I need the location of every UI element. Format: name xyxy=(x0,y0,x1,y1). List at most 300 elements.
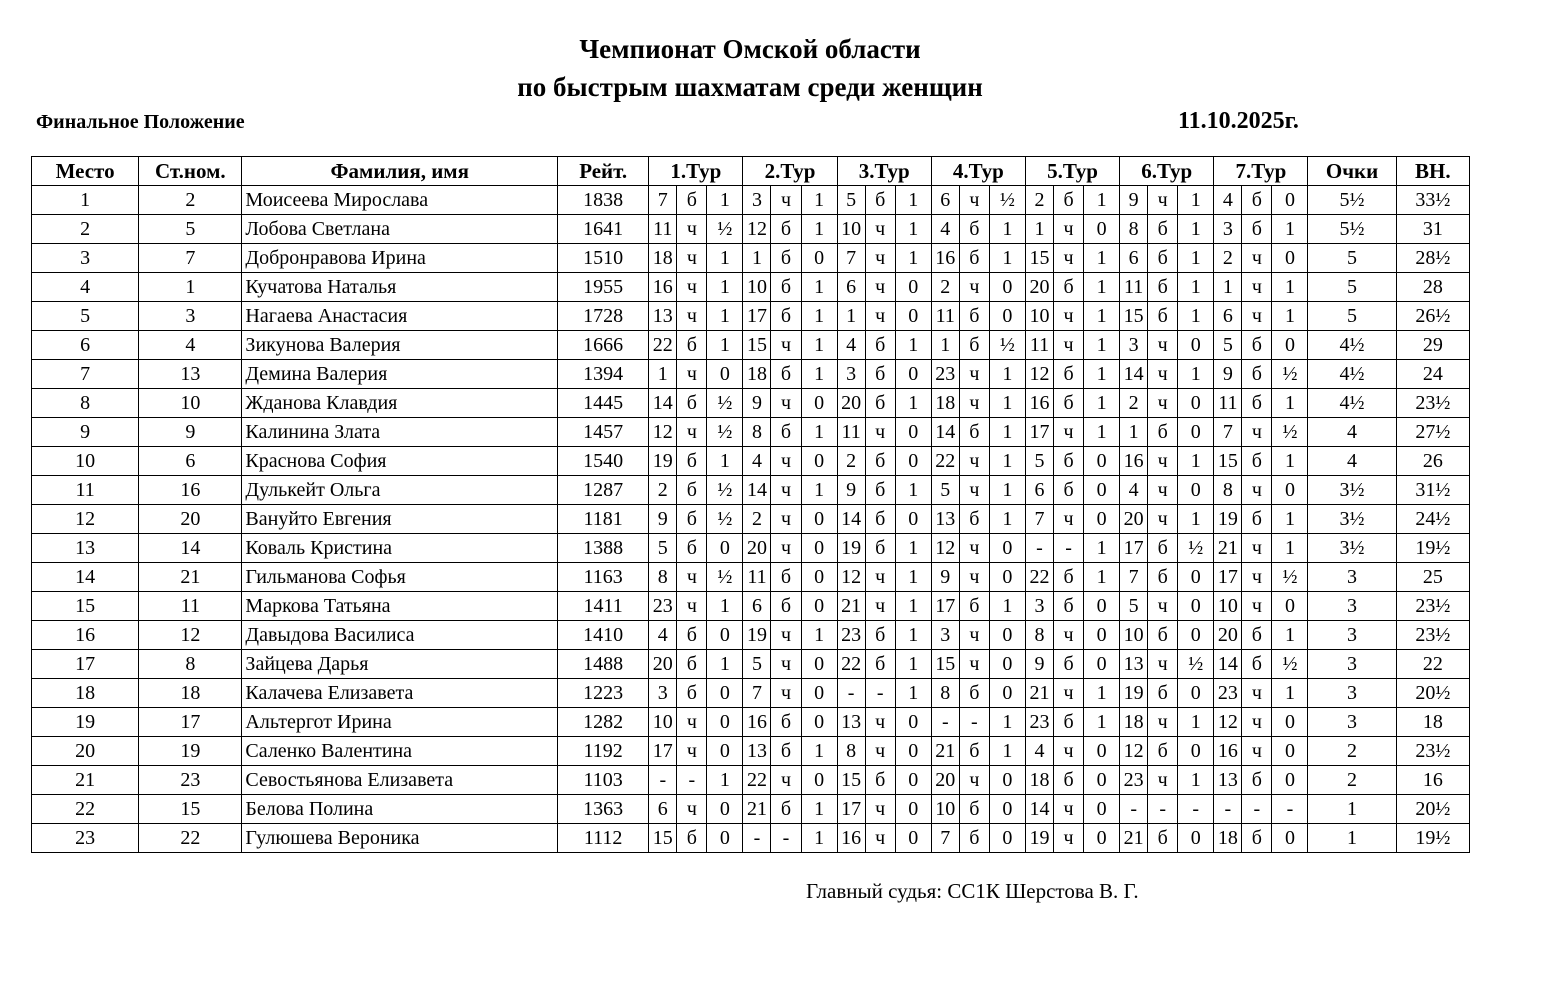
round-6-opponent-cell: 2 xyxy=(1120,389,1148,418)
round-3-opponent-cell: 10 xyxy=(837,215,865,244)
round-3-result-cell: 1 xyxy=(895,244,931,273)
round-1-result-cell: 1 xyxy=(707,447,743,476)
round-6-opponent-cell: 3 xyxy=(1120,331,1148,360)
round-2-result-cell: 0 xyxy=(801,505,837,534)
round-5-opponent-cell: 21 xyxy=(1025,679,1053,708)
points-cell: 5½ xyxy=(1308,215,1396,244)
start-number-cell: 16 xyxy=(139,476,242,505)
table-row xyxy=(32,273,1470,302)
round-2-result-cell: 1 xyxy=(801,824,837,853)
round-5-color-cell: ч xyxy=(1054,418,1084,447)
rating-cell: 1510 xyxy=(558,244,649,273)
round-4-result-cell: 0 xyxy=(989,273,1025,302)
round-5-color-cell: б xyxy=(1054,476,1084,505)
round-3-result-cell: 1 xyxy=(895,215,931,244)
round-2-color-cell: б xyxy=(771,273,801,302)
round-6-color-cell: ч xyxy=(1148,476,1178,505)
round-7-opponent-cell: - xyxy=(1214,795,1242,824)
round-7-opponent-cell: 6 xyxy=(1214,302,1242,331)
round-5-opponent-cell: 22 xyxy=(1025,563,1053,592)
tiebreak-cell: 33½ xyxy=(1396,186,1469,215)
round-3-color-cell: б xyxy=(865,621,895,650)
round-6-color-cell: б xyxy=(1148,621,1178,650)
player-name-cell: Коваль Кристина xyxy=(242,534,558,563)
place-cell: 17 xyxy=(32,650,139,679)
place-cell: 7 xyxy=(32,360,139,389)
round-2-opponent-cell: 8 xyxy=(743,418,771,447)
standings-table xyxy=(31,156,1470,853)
place-cell: 12 xyxy=(32,505,139,534)
round-5-result-cell: 0 xyxy=(1084,215,1120,244)
round-1-result-cell: 0 xyxy=(707,708,743,737)
round-7-opponent-cell: 23 xyxy=(1214,679,1242,708)
round-2-color-cell: б xyxy=(771,215,801,244)
rating-cell: 1282 xyxy=(558,708,649,737)
rating-cell: 1445 xyxy=(558,389,649,418)
round-5-color-cell: б xyxy=(1054,708,1084,737)
player-name-cell: Лобова Светлана xyxy=(242,215,558,244)
round-5-opponent-cell: 18 xyxy=(1025,766,1053,795)
round-7-result-cell: 1 xyxy=(1272,389,1308,418)
round-3-result-cell: 0 xyxy=(895,824,931,853)
start-number-cell: 22 xyxy=(139,824,242,853)
place-cell: 20 xyxy=(32,737,139,766)
round-5-result-cell: 1 xyxy=(1084,418,1120,447)
start-number-cell: 20 xyxy=(139,505,242,534)
rating-cell: 1955 xyxy=(558,273,649,302)
round-7-opponent-cell: 15 xyxy=(1214,447,1242,476)
round-7-result-cell: 0 xyxy=(1272,737,1308,766)
round-2-opponent-cell: 5 xyxy=(743,650,771,679)
round-2-opponent-cell: - xyxy=(743,824,771,853)
round-1-color-cell: б xyxy=(677,534,707,563)
round-4-color-cell: б xyxy=(959,737,989,766)
table-row xyxy=(32,476,1470,505)
round-7-result-cell: 0 xyxy=(1272,592,1308,621)
round-7-opponent-cell: 7 xyxy=(1214,418,1242,447)
round-2-opponent-cell: 21 xyxy=(743,795,771,824)
round-3-opponent-cell: 8 xyxy=(837,737,865,766)
round-4-result-cell: 1 xyxy=(989,360,1025,389)
round-6-result-cell: 0 xyxy=(1178,824,1214,853)
place-cell: 8 xyxy=(32,389,139,418)
player-name-cell: Нагаева Анастасия xyxy=(242,302,558,331)
round-5-color-cell: ч xyxy=(1054,824,1084,853)
round-6-color-cell: ч xyxy=(1148,592,1178,621)
rating-cell: 1666 xyxy=(558,331,649,360)
round-1-result-cell: 0 xyxy=(707,621,743,650)
round-2-opponent-cell: 11 xyxy=(743,563,771,592)
round-3-color-cell: б xyxy=(865,650,895,679)
round-7-result-cell: 1 xyxy=(1272,302,1308,331)
header-round-3: 3.Тур xyxy=(837,157,931,186)
round-5-color-cell: ч xyxy=(1054,505,1084,534)
round-2-color-cell: ч xyxy=(771,186,801,215)
round-4-opponent-cell: 10 xyxy=(931,795,959,824)
round-4-opponent-cell: 21 xyxy=(931,737,959,766)
table-row xyxy=(32,418,1470,447)
round-7-opponent-cell: 13 xyxy=(1214,766,1242,795)
rating-cell: 1410 xyxy=(558,621,649,650)
round-7-color-cell: б xyxy=(1242,766,1272,795)
tiebreak-cell: 26 xyxy=(1396,447,1469,476)
round-1-opponent-cell: 16 xyxy=(649,273,677,302)
round-4-result-cell: 0 xyxy=(989,302,1025,331)
round-2-opponent-cell: 6 xyxy=(743,592,771,621)
round-7-color-cell: б xyxy=(1242,650,1272,679)
points-cell: 3 xyxy=(1308,708,1396,737)
round-6-result-cell: - xyxy=(1178,795,1214,824)
round-5-color-cell: - xyxy=(1054,534,1084,563)
round-3-color-cell: б xyxy=(865,331,895,360)
table-row xyxy=(32,563,1470,592)
round-1-opponent-cell: 18 xyxy=(649,244,677,273)
round-2-result-cell: 0 xyxy=(801,708,837,737)
round-1-opponent-cell: 19 xyxy=(649,447,677,476)
round-7-result-cell: 1 xyxy=(1272,679,1308,708)
round-3-color-cell: ч xyxy=(865,592,895,621)
points-cell: 1 xyxy=(1308,795,1396,824)
round-7-opponent-cell: 10 xyxy=(1214,592,1242,621)
round-1-color-cell: б xyxy=(677,186,707,215)
round-5-result-cell: 0 xyxy=(1084,592,1120,621)
round-1-color-cell: б xyxy=(677,389,707,418)
round-5-result-cell: 1 xyxy=(1084,244,1120,273)
round-3-result-cell: 0 xyxy=(895,447,931,476)
round-2-color-cell: ч xyxy=(771,476,801,505)
header-round-2: 2.Тур xyxy=(743,157,837,186)
round-5-color-cell: ч xyxy=(1054,331,1084,360)
start-number-cell: 23 xyxy=(139,766,242,795)
tiebreak-cell: 28½ xyxy=(1396,244,1469,273)
round-1-color-cell: б xyxy=(677,824,707,853)
round-7-result-cell: - xyxy=(1272,795,1308,824)
player-name-cell: Демина Валерия xyxy=(242,360,558,389)
round-6-result-cell: 1 xyxy=(1178,708,1214,737)
place-cell: 9 xyxy=(32,418,139,447)
document-date: 11.10.2025г. xyxy=(1178,108,1299,134)
round-1-result-cell: 1 xyxy=(707,766,743,795)
round-2-opponent-cell: 17 xyxy=(743,302,771,331)
round-5-opponent-cell: 20 xyxy=(1025,273,1053,302)
points-cell: 4 xyxy=(1308,447,1396,476)
round-2-result-cell: 1 xyxy=(801,795,837,824)
round-6-color-cell: б xyxy=(1148,418,1178,447)
round-1-opponent-cell: 23 xyxy=(649,592,677,621)
round-3-result-cell: 1 xyxy=(895,621,931,650)
start-number-cell: 7 xyxy=(139,244,242,273)
round-2-color-cell: ч xyxy=(771,650,801,679)
round-3-opponent-cell: 14 xyxy=(837,505,865,534)
table-row xyxy=(32,766,1470,795)
round-7-result-cell: 1 xyxy=(1272,534,1308,563)
round-6-result-cell: 0 xyxy=(1178,679,1214,708)
rating-cell: 1411 xyxy=(558,592,649,621)
round-3-result-cell: 0 xyxy=(895,273,931,302)
round-5-opponent-cell: 2 xyxy=(1025,186,1053,215)
round-1-opponent-cell: 20 xyxy=(649,650,677,679)
place-cell: 1 xyxy=(32,186,139,215)
header-place: Место xyxy=(32,157,139,186)
round-2-result-cell: 0 xyxy=(801,592,837,621)
round-4-color-cell: ч xyxy=(959,273,989,302)
points-cell: 4 xyxy=(1308,418,1396,447)
points-cell: 3 xyxy=(1308,679,1396,708)
round-2-color-cell: б xyxy=(771,795,801,824)
round-1-color-cell: - xyxy=(677,766,707,795)
points-cell: 5 xyxy=(1308,273,1396,302)
round-6-color-cell: б xyxy=(1148,824,1178,853)
round-1-color-cell: б xyxy=(677,679,707,708)
round-6-color-cell: б xyxy=(1148,302,1178,331)
round-4-result-cell: 1 xyxy=(989,592,1025,621)
round-1-opponent-cell: 15 xyxy=(649,824,677,853)
round-4-color-cell: - xyxy=(959,708,989,737)
start-number-cell: 17 xyxy=(139,708,242,737)
round-4-color-cell: ч xyxy=(959,389,989,418)
round-7-color-cell: б xyxy=(1242,215,1272,244)
round-7-opponent-cell: 20 xyxy=(1214,621,1242,650)
tiebreak-cell: 28 xyxy=(1396,273,1469,302)
header-rating: Рейт. xyxy=(558,157,649,186)
round-4-color-cell: ч xyxy=(959,563,989,592)
round-4-opponent-cell: 15 xyxy=(931,650,959,679)
round-3-color-cell: ч xyxy=(865,708,895,737)
round-2-opponent-cell: 19 xyxy=(743,621,771,650)
round-4-color-cell: б xyxy=(959,215,989,244)
round-7-opponent-cell: 21 xyxy=(1214,534,1242,563)
round-5-result-cell: 0 xyxy=(1084,476,1120,505)
round-1-opponent-cell: 22 xyxy=(649,331,677,360)
round-5-opponent-cell: 9 xyxy=(1025,650,1053,679)
place-cell: 3 xyxy=(32,244,139,273)
round-7-result-cell: 1 xyxy=(1272,505,1308,534)
header-points: Очки xyxy=(1308,157,1396,186)
round-1-result-cell: 0 xyxy=(707,534,743,563)
round-2-color-cell: ч xyxy=(771,766,801,795)
round-2-result-cell: 0 xyxy=(801,447,837,476)
round-6-opponent-cell: 23 xyxy=(1120,766,1148,795)
round-3-opponent-cell: 5 xyxy=(837,186,865,215)
tiebreak-cell: 20½ xyxy=(1396,795,1469,824)
round-7-result-cell: 0 xyxy=(1272,244,1308,273)
rating-cell: 1394 xyxy=(558,360,649,389)
round-1-opponent-cell: 17 xyxy=(649,737,677,766)
round-1-result-cell: 0 xyxy=(707,737,743,766)
round-1-color-cell: б xyxy=(677,447,707,476)
round-3-color-cell: - xyxy=(865,679,895,708)
round-1-opponent-cell: 5 xyxy=(649,534,677,563)
table-row xyxy=(32,505,1470,534)
header-tiebreak: ВН. xyxy=(1396,157,1469,186)
round-3-result-cell: 0 xyxy=(895,302,931,331)
start-number-cell: 11 xyxy=(139,592,242,621)
round-2-result-cell: 1 xyxy=(801,273,837,302)
player-name-cell: Альтергот Ирина xyxy=(242,708,558,737)
round-3-color-cell: ч xyxy=(865,273,895,302)
round-3-opponent-cell: 4 xyxy=(837,331,865,360)
round-4-result-cell: 1 xyxy=(989,447,1025,476)
player-name-cell: Калинина Злата xyxy=(242,418,558,447)
round-2-opponent-cell: 1 xyxy=(743,244,771,273)
round-2-color-cell: б xyxy=(771,708,801,737)
round-2-color-cell: б xyxy=(771,360,801,389)
round-5-opponent-cell: 12 xyxy=(1025,360,1053,389)
round-4-result-cell: 1 xyxy=(989,244,1025,273)
tiebreak-cell: 20½ xyxy=(1396,679,1469,708)
round-4-result-cell: ½ xyxy=(989,331,1025,360)
round-1-color-cell: ч xyxy=(677,360,707,389)
round-1-color-cell: ч xyxy=(677,273,707,302)
place-cell: 23 xyxy=(32,824,139,853)
header-round-5: 5.Тур xyxy=(1025,157,1119,186)
round-3-color-cell: ч xyxy=(865,795,895,824)
round-3-result-cell: 0 xyxy=(895,418,931,447)
round-4-result-cell: 1 xyxy=(989,389,1025,418)
player-name-cell: Зайцева Дарья xyxy=(242,650,558,679)
round-4-color-cell: ч xyxy=(959,534,989,563)
round-6-opponent-cell: - xyxy=(1120,795,1148,824)
round-7-color-cell: ч xyxy=(1242,563,1272,592)
round-6-result-cell: 1 xyxy=(1178,244,1214,273)
round-6-result-cell: ½ xyxy=(1178,534,1214,563)
round-2-result-cell: 0 xyxy=(801,244,837,273)
start-number-cell: 19 xyxy=(139,737,242,766)
round-1-color-cell: б xyxy=(677,476,707,505)
round-5-result-cell: 0 xyxy=(1084,650,1120,679)
round-3-opponent-cell: 21 xyxy=(837,592,865,621)
round-3-result-cell: 1 xyxy=(895,331,931,360)
tiebreak-cell: 22 xyxy=(1396,650,1469,679)
round-3-opponent-cell: 19 xyxy=(837,534,865,563)
round-1-color-cell: б xyxy=(677,331,707,360)
points-cell: 4½ xyxy=(1308,389,1396,418)
place-cell: 13 xyxy=(32,534,139,563)
start-number-cell: 15 xyxy=(139,795,242,824)
player-name-cell: Жданова Клавдия xyxy=(242,389,558,418)
header-round-6: 6.Тур xyxy=(1120,157,1214,186)
player-name-cell: Зикунова Валерия xyxy=(242,331,558,360)
round-7-opponent-cell: 8 xyxy=(1214,476,1242,505)
round-7-color-cell: б xyxy=(1242,824,1272,853)
round-4-color-cell: б xyxy=(959,331,989,360)
round-3-color-cell: ч xyxy=(865,563,895,592)
round-5-result-cell: 1 xyxy=(1084,360,1120,389)
start-number-cell: 5 xyxy=(139,215,242,244)
tiebreak-cell: 27½ xyxy=(1396,418,1469,447)
place-cell: 4 xyxy=(32,273,139,302)
round-6-color-cell: б xyxy=(1148,679,1178,708)
round-3-color-cell: б xyxy=(865,186,895,215)
round-1-color-cell: б xyxy=(677,505,707,534)
round-7-result-cell: ½ xyxy=(1272,563,1308,592)
round-2-color-cell: ч xyxy=(771,389,801,418)
round-3-opponent-cell: 7 xyxy=(837,244,865,273)
round-2-opponent-cell: 7 xyxy=(743,679,771,708)
round-7-color-cell: б xyxy=(1242,447,1272,476)
round-1-result-cell: ½ xyxy=(707,389,743,418)
round-5-opponent-cell: 19 xyxy=(1025,824,1053,853)
round-1-result-cell: ½ xyxy=(707,418,743,447)
table-row xyxy=(32,534,1470,563)
header-round-7: 7.Тур xyxy=(1214,157,1308,186)
points-cell: 4½ xyxy=(1308,331,1396,360)
round-6-result-cell: 0 xyxy=(1178,418,1214,447)
round-7-result-cell: 0 xyxy=(1272,766,1308,795)
round-4-result-cell: 0 xyxy=(989,534,1025,563)
round-5-color-cell: ч xyxy=(1054,737,1084,766)
round-2-opponent-cell: 18 xyxy=(743,360,771,389)
tiebreak-cell: 25 xyxy=(1396,563,1469,592)
player-name-cell: Моисеева Мирослава xyxy=(242,186,558,215)
round-7-opponent-cell: 4 xyxy=(1214,186,1242,215)
table-row xyxy=(32,302,1470,331)
tiebreak-cell: 23½ xyxy=(1396,592,1469,621)
round-6-color-cell: б xyxy=(1148,563,1178,592)
points-cell: 2 xyxy=(1308,766,1396,795)
rating-cell: 1287 xyxy=(558,476,649,505)
round-5-opponent-cell: 7 xyxy=(1025,505,1053,534)
tiebreak-cell: 29 xyxy=(1396,331,1469,360)
round-7-result-cell: 1 xyxy=(1272,273,1308,302)
round-2-opponent-cell: 2 xyxy=(743,505,771,534)
round-1-result-cell: ½ xyxy=(707,215,743,244)
round-3-color-cell: ч xyxy=(865,824,895,853)
round-7-color-cell: ч xyxy=(1242,273,1272,302)
round-1-result-cell: 0 xyxy=(707,824,743,853)
round-7-color-cell: ч xyxy=(1242,418,1272,447)
round-2-opponent-cell: 4 xyxy=(743,447,771,476)
round-7-color-cell: ч xyxy=(1242,534,1272,563)
round-4-opponent-cell: 14 xyxy=(931,418,959,447)
round-2-color-cell: б xyxy=(771,737,801,766)
round-7-opponent-cell: 11 xyxy=(1214,389,1242,418)
round-6-color-cell: ч xyxy=(1148,766,1178,795)
round-2-result-cell: 1 xyxy=(801,418,837,447)
round-1-color-cell: ч xyxy=(677,418,707,447)
round-3-color-cell: б xyxy=(865,360,895,389)
round-2-opponent-cell: 15 xyxy=(743,331,771,360)
round-2-color-cell: ч xyxy=(771,679,801,708)
round-3-result-cell: 0 xyxy=(895,505,931,534)
rating-cell: 1363 xyxy=(558,795,649,824)
round-4-color-cell: б xyxy=(959,418,989,447)
round-7-opponent-cell: 16 xyxy=(1214,737,1242,766)
table-row xyxy=(32,708,1470,737)
round-5-opponent-cell: 16 xyxy=(1025,389,1053,418)
round-6-result-cell: 1 xyxy=(1178,302,1214,331)
tiebreak-cell: 18 xyxy=(1396,708,1469,737)
place-cell: 18 xyxy=(32,679,139,708)
round-1-result-cell: ½ xyxy=(707,505,743,534)
round-3-color-cell: ч xyxy=(865,215,895,244)
round-2-color-cell: ч xyxy=(771,447,801,476)
round-7-color-cell: ч xyxy=(1242,476,1272,505)
start-number-cell: 3 xyxy=(139,302,242,331)
round-5-color-cell: ч xyxy=(1054,795,1084,824)
round-4-color-cell: ч xyxy=(959,447,989,476)
round-4-opponent-cell: 7 xyxy=(931,824,959,853)
round-5-result-cell: 0 xyxy=(1084,505,1120,534)
round-2-opponent-cell: 12 xyxy=(743,215,771,244)
round-1-result-cell: 1 xyxy=(707,650,743,679)
points-cell: 3½ xyxy=(1308,476,1396,505)
round-5-result-cell: 1 xyxy=(1084,708,1120,737)
round-3-opponent-cell: 13 xyxy=(837,708,865,737)
round-7-result-cell: 0 xyxy=(1272,708,1308,737)
round-5-result-cell: 0 xyxy=(1084,447,1120,476)
round-5-result-cell: 1 xyxy=(1084,273,1120,302)
